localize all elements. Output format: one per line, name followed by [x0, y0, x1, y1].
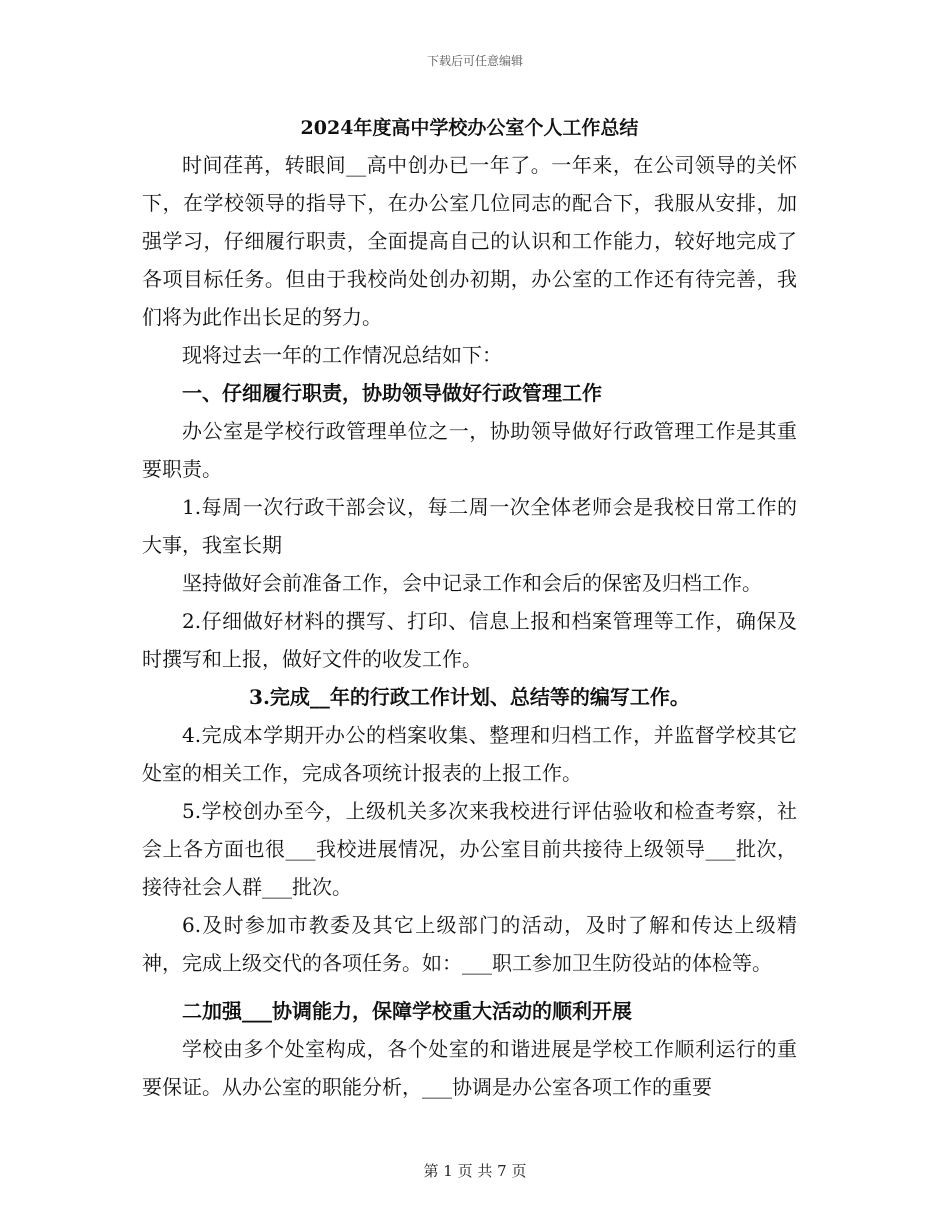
list-item-1: 1.每周一次行政干部会议，每二周一次全体老师会是我校日常工作的大事，我室长期 [142, 495, 797, 557]
paragraph-office-role: 办公室是学校行政管理单位之一，协助领导做好行政管理工作是其重要职责。 [142, 419, 797, 481]
paragraph-coordination: 学校由多个处室构成，各个处室的和谐进展是学校工作顺利运行的重要保证。从办公室的职能分析，___协调是办公室各项工作的重要 [142, 1037, 797, 1099]
list-item-3: 3.完成__年的行政工作计划、总结等的编写工作。 [249, 685, 690, 709]
page-number: 第 1 页 共 7 页 [423, 1162, 527, 1180]
list-item-5: 5.学校创办至今，上级机关多次来我校进行评估验收和检查考察，社会上各方面也很___我校进展情况，办公室目前共接待上级领导___批次，接待社会人群___批次。 [142, 799, 797, 899]
list-item-1-continued: 坚持做好会前准备工作，会中记录工作和会后的保密及归档工作。 [182, 571, 762, 595]
section-heading-1: 一、仔细履行职责，协助领导做好行政管理工作 [182, 381, 602, 405]
document-body [142, 110, 797, 1106]
list-item-2: 2.仔细做好材料的撰写、打印、信息上报和档案管理等工作，确保及时撰写和上报，做好文件的收发工作。 [142, 609, 797, 671]
list-item-6: 6.及时参加市教委及其它上级部门的活动，及时了解和传达上级精神，完成上级交代的各项任务。如：___职工参加卫生防役站的体检等。 [142, 913, 797, 975]
paragraph-intro: 时间荏苒，转眼间__高中创办已一年了。一年来，在公司领导的关怀下，在学校领导的指导下，在办公室几位同志的配合下，我服从安排，加强学习，仔细履行职责，全面提高自己的认识和工作能力，较好地完成了各项目标任务。但由于我校尚处创办初期，办公室的工作还有待完善，我们将为此作出长足的努力。 [142, 153, 797, 329]
list-item-4: 4.完成本学期开办公的档案收集、整理和归档工作，并监督学校其它处室的相关工作，完成各项统计报表的上报工作。 [142, 723, 797, 785]
section-heading-2: 二加强___协调能力，保障学校重大活动的顺利开展 [182, 999, 632, 1023]
paragraph-summary-lead: 现将过去一年的工作情况总结如下： [182, 343, 502, 367]
document-title: 2024年度高中学校办公室个人工作总结 [300, 117, 639, 139]
download-note: 下载后可任意编辑 [426, 54, 523, 68]
